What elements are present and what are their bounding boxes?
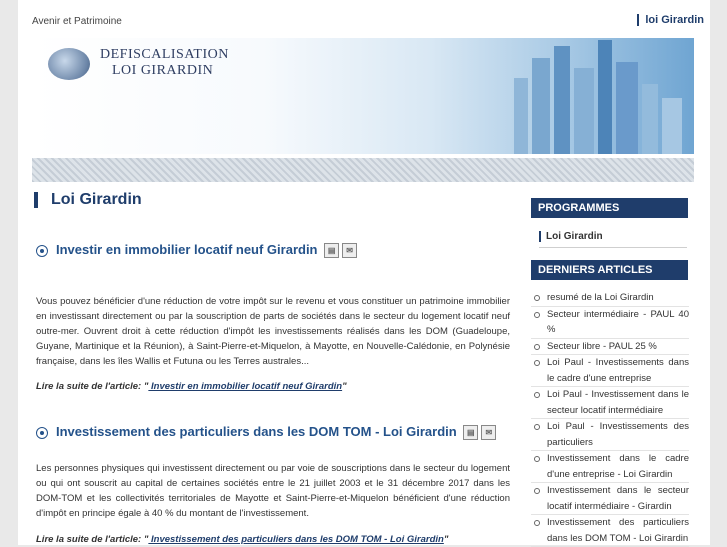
- list-item[interactable]: Investissement dans le cadre d'une entreprise - Loi Girardin: [531, 451, 689, 483]
- page-title: Loi Girardin: [34, 192, 142, 208]
- header-banner: [32, 38, 694, 154]
- sidebar-link-loi-girardin[interactable]: Loi Girardin: [539, 231, 603, 242]
- circle-bullet-icon: [36, 427, 48, 439]
- decorative-stripe: [32, 158, 694, 182]
- circle-bullet-icon: [36, 245, 48, 257]
- print-icon[interactable]: ▤: [463, 425, 478, 440]
- article-title-1[interactable]: [36, 242, 357, 258]
- list-item[interactable]: Loi Paul - Investissements dans le cadre d'une entreprise: [531, 355, 689, 387]
- logo-line-1: DEFISCALISATION: [100, 47, 229, 62]
- read-more-1: [36, 381, 347, 392]
- read-more-link-2[interactable]: Investissement des particuliers dans les DOM TOM - Loi Girardin: [148, 534, 444, 545]
- list-item[interactable]: Loi Paul - Investissement dans le secteur locatif intermédiaire: [531, 387, 689, 419]
- article-title-1-text[interactable]: Investir en immobilier locatif neuf Girardin: [56, 242, 318, 257]
- article-title-2[interactable]: [36, 424, 496, 440]
- read-more-suffix: ": [443, 534, 449, 545]
- list-item[interactable]: Investissement des particuliers dans les DOM TOM - Loi Girardin: [531, 515, 689, 547]
- sidebar-divider: [539, 247, 687, 248]
- skyline-image: [494, 38, 694, 154]
- site-logo[interactable]: [48, 46, 228, 82]
- recent-articles-list: [531, 290, 689, 547]
- read-more-2: [36, 534, 448, 545]
- article-body-2: Les personnes physiques qui investissent directement ou par voie de souscriptions dans le secteur du logement ou qui ont souscrit au capital de certaines sociétés entre le 21 juillet 2003 et le 31 décembre 2017 dans les DOM-TOM et les collectivités territoriales de Mayotte et Saint-Pierre-et-Miquelon bénéficient d'une réduction d'impôt en principe égale à 40 % du montant de l'investissement.: [36, 463, 510, 519]
- read-more-prefix: Lire la suite de l'article: ": [36, 381, 149, 392]
- list-item[interactable]: Secteur libre - PAUL 25 %: [531, 339, 689, 356]
- site-name: Avenir et Patrimoine: [32, 16, 122, 27]
- email-icon[interactable]: ✉: [342, 243, 357, 258]
- read-more-link-1[interactable]: Investir en immobilier locatif neuf Girardin: [148, 381, 343, 392]
- read-more-prefix: Lire la suite de l'article: ": [36, 534, 149, 545]
- list-item[interactable]: resumé de la Loi Girardin: [531, 290, 689, 307]
- email-icon[interactable]: ✉: [481, 425, 496, 440]
- logo-line-2: LOI GIRARDIN: [112, 63, 214, 78]
- list-item[interactable]: Secteur intermédiaire - PAUL 40 %: [531, 307, 689, 339]
- nav-link-loi-girardin[interactable]: loi Girardin: [637, 14, 704, 26]
- page: [18, 0, 710, 545]
- article-body-1: Vous pouvez bénéficier d'une réduction de votre impôt sur le revenu et vous constituer un patrimoine immobilier en investissant directement ou par la souscription de parts de sociétés dans le secteur du logement locatif neuf outre-mer. Ouvrent droit à cette réduction d'impôt les investissements réalisés dans les DOM (Guadeloupe, Guyane, Martinique et la Réunion), à Saint-Pierre-et-Miquelon, à Mayotte, en Nouvelle-Calédonie, en Polynésie française, dans les îles Wallis et Futuna ou les Terres australes...: [36, 296, 510, 367]
- programmes-heading: PROGRAMMES: [531, 198, 688, 218]
- read-more-suffix: ": [342, 381, 347, 392]
- list-item[interactable]: Loi Paul - Investissements des particuliers: [531, 419, 689, 451]
- derniers-articles-heading: DERNIERS ARTICLES: [531, 260, 688, 280]
- globe-icon: [48, 48, 90, 80]
- list-item[interactable]: Investissement dans le secteur locatif intermédiaire - Girardin: [531, 483, 689, 515]
- top-bar: [18, 0, 710, 38]
- print-icon[interactable]: ▤: [324, 243, 339, 258]
- article-title-2-text[interactable]: Investissement des particuliers dans les DOM TOM - Loi Girardin: [56, 424, 457, 439]
